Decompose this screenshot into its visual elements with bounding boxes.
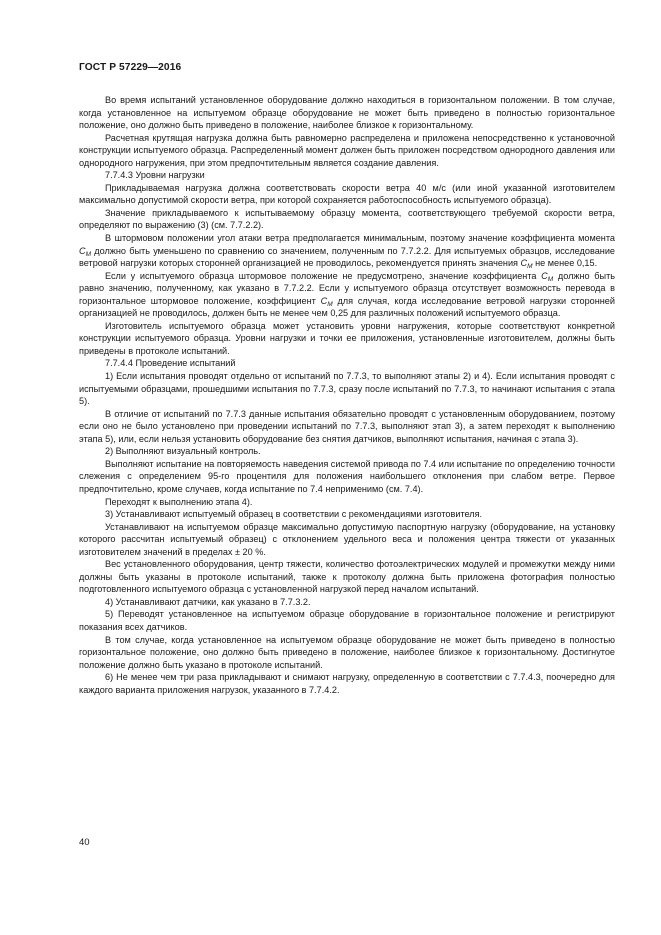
symbol-cm: $C_M$ [541,270,554,283]
document-body [79,94,615,696]
section-heading: 7.7.4.4 Проведение испытаний [105,358,236,369]
symbol-cm: $C_M$ [320,295,333,308]
paragraph: Во время испытаний установленное оборудование должно находиться в горизонтальном положении. В том случае, когда установленное на испытуемом образце оборудование не может быть приведено в полностью горизонтальное положение, оно должно быть приведено в положение, наиболее близкое к горизонтальному. [79,95,615,131]
paragraph: Прикладываемая нагрузка должна соответствовать скорости ветра 40 м/с (или иной указанной изготовителем максимально допустимой скорости ветра, при которой сохраняется работоспособность испытуемого образца). [79,182,615,206]
paragraph: 3) Устанавливают испытуемый образец в соответствии с рекомендациями изготовителя. [105,509,483,520]
text-run: Если у испытуемого образца штормовое положение не предусмотрено, значение коэффициента [105,270,537,281]
paragraph: Расчетная крутящая нагрузка должна быть равномерно распределена и приложена непосредственно к установочной конструкции испытуемого образца. Распределенный момент должен быть приложен посредством однородного давления или однородного нагружения, при этом предпочтительным является создание давления. [79,132,615,168]
paragraph: Переходят к выполнению этапа 4). [105,496,253,507]
paragraph: В отличие от испытаний по 7.7.3 данные испытания обязательно проводят с установленным оборудованием, поэтому если оно не было установлено при проведении испытаний по 7.7.3, выполняют этап 3), а затем переходят к выполнению этапа 5), или, если нельзя установить оборудование без снятия датчиков, выполняют испытания, начиная с этапа 3). [79,408,615,444]
symbol-cm: $C_M$ [520,258,533,271]
text-run: не менее 0,15. [535,258,598,269]
text-run: В штормовом положении угол атаки ветра предполагается минимальным, поэтому значение коэффициента момента [105,233,615,244]
paragraph: Выполняют испытание на повторяемость наведения системой привода по 7.4 или испытание по определению точности слежения с определением 95-го процентиля для положения наибольшего отклонения при слабом ветре. Первое предпочтительно, кроме случаев, когда испытание по 7.4 неприменимо (см. 7.4). [79,458,615,494]
paragraph: Значение прикладываемого к испытываемому образцу момента, соответствующего требуемой скорости ветра, определяют по выражению (3) (см. 7.7.2.2). [79,207,615,231]
text-run: для случая, когда исследование ветровой нагрузки сторонней организацией не проводилось, должен быть не менее чем 0,25 для различных положений испытуемого образца. [79,295,615,319]
page-number: 40 [79,837,90,848]
paragraph: 5) Переводят установленное на испытуемом образце оборудование в горизонтальное положение и регистрируют показания всех датчиков. [79,609,615,632]
paragraph: В том случае, когда установленное на испытуемом образце оборудование не может быть приведено в полностью горизонтальное положение, оно должно быть приведено в положение, наиболее близкое к горизонтальному. Достигнутое положение должно быть указано в протоколе испытаний. [79,634,615,670]
paragraph: Изготовитель испытуемого образца может установить уровни нагружения, которые соответствуют конкретной конструкции испытуемого образца. Уровни нагрузки и точки ее приложения, установленные изготовителем, должны быть приведены в протоколе испытаний. [79,320,615,356]
paragraph: 2) Выполняют визуальный контроль. [105,446,261,457]
section-heading: 7.7.4.3 Уровни нагрузки [105,170,205,181]
paragraph: 1) Если испытания проводят отдельно от испытаний по 7.7.3, то выполняют этапы 2) и 4). Если испытания проводят с испытуемыми образцами, прошедшими испытания по 7.7.3, сразу после испытаний по 7.7.3, то начинают испытания с этапа 5). [79,371,615,407]
paragraph: Вес установленного оборудования, центр тяжести, количество фотоэлектрических модулей и промежутки между ними должны быть указаны в протоколе испытаний, также к протоколу должна быть приложена фотография полностью подготовленного испытуемого образца с установленной нагрузкой перед началом испытаний. [79,559,615,595]
symbol-cm: $C_M$ [79,245,92,258]
document-header: ГОСТ Р 57229—2016 [79,62,182,73]
paragraph: 6) Не менее чем три раза прикладывают и снимают нагрузку, определенную в соответствии с 7.7.4.3, поочередно для каждого варианта приложения нагрузок, указанного в 7.7.4.2. [79,672,615,695]
paragraph [79,232,615,270]
paragraph [79,270,615,320]
text-run: должно быть уменьшено по сравнению со значением, полученным по 7.7.2.2. Для испытуемых образцов, исследование ветровой нагрузки которых сторонней организацией не проводилось, рекомендуется принять значения [79,245,615,269]
text-run: должно быть равно значению, полученному, как указано в 7.7.2.2. Если у испытуемого образца отсутствует возможность перевода в горизонтальное штормовое положение, коэффициент [79,270,616,306]
paragraph: 4) Устанавливают датчики, как указано в 7.7.3.2. [105,596,311,607]
paragraph: Устанавливают на испытуемом образце максимально допустимую паспортную нагрузку (оборудование, на установку которого рассчитан испытуемый образец) с отклонением удельного веса и положения центра тяжести от указанных изготовителем значений в пределах ± 20 %. [79,521,615,557]
